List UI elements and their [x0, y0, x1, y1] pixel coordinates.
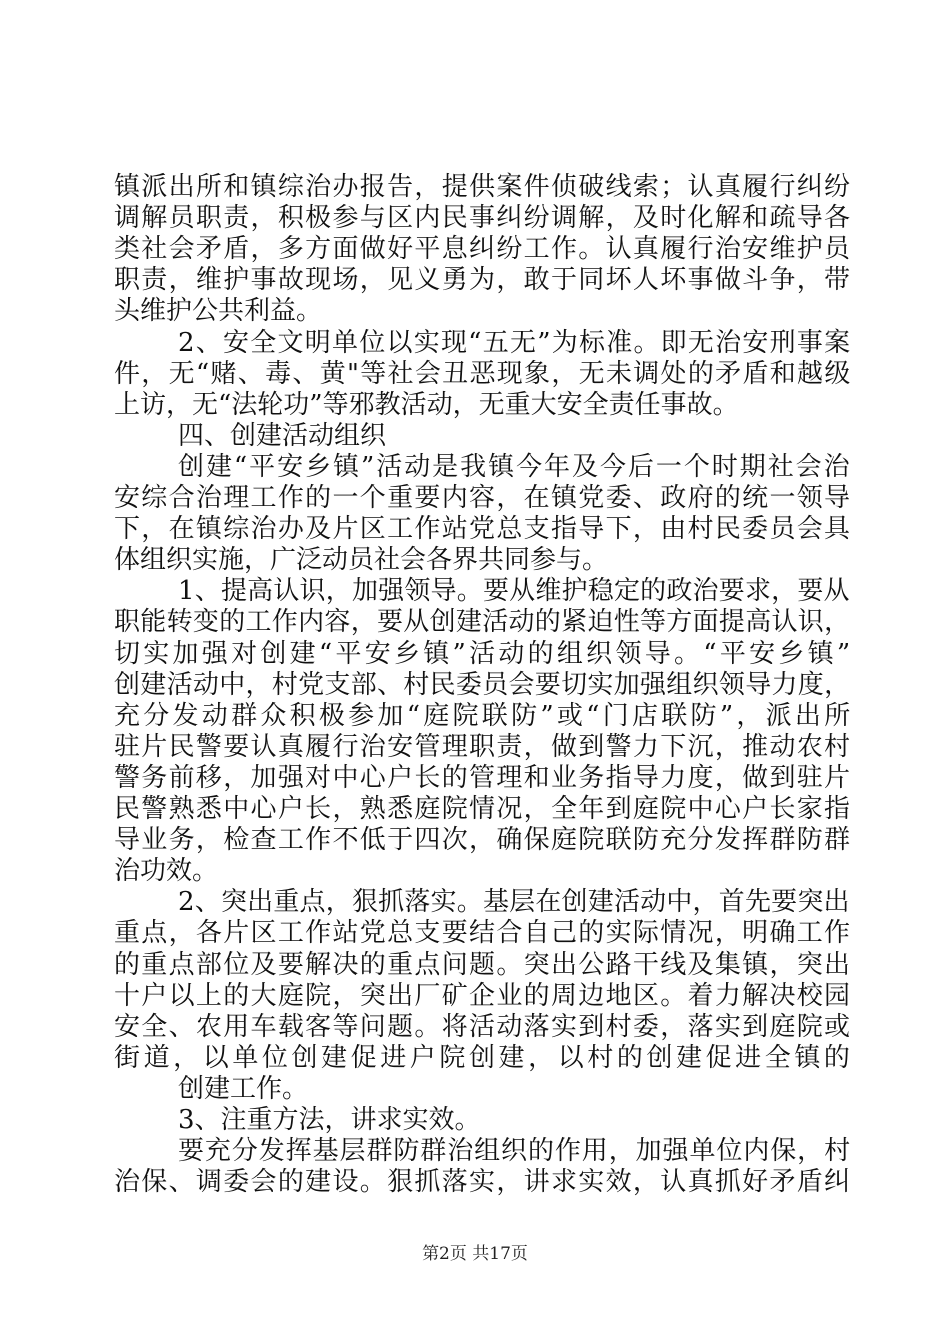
text-line: 调解员职责，积极参与区内民事纠纷调解，及时化解和疏导各	[114, 203, 852, 234]
text-line: 民警熟悉中心户长，熟悉庭院情况，全年到庭院中心户长家指	[114, 794, 852, 824]
text-line: 街道，以单位创建促进户院创建，以村的创建促进全镇的	[114, 1042, 854, 1073]
text-line: 头维护公共利益。	[114, 296, 323, 327]
text-line: 创建“平安乡镇”活动是我镇今年及今后一个时期社会治	[178, 451, 852, 482]
text-line: 2、安全文明单位以实现“五无”为标准。即无治安刑事案	[178, 327, 852, 358]
text-line: 镇派出所和镇综治办报告，提供案件侦破线索；认真履行纠纷	[114, 172, 852, 202]
text-line: 安全、农用车载客等问题。将活动落实到村委，落实到庭院或	[114, 1011, 852, 1042]
text-line: 件，无“赌、毒、黄"等社会丑恶现象，无未调处的矛盾和越级	[114, 358, 852, 389]
text-line: 治功效。	[114, 856, 219, 887]
section-heading: 四、创建活动组织	[178, 420, 387, 451]
text-line: 创建活动中，村党支部、村民委员会要切实加强组织领导力度，	[114, 669, 851, 700]
text-line: 职能转变的工作内容，要从创建活动的紧迫性等方面提高认识，	[114, 607, 851, 638]
text-line: 创建工作。	[178, 1073, 309, 1104]
text-line: 1、提高认识，加强领导。要从维护稳定的政治要求，要从	[178, 576, 850, 607]
text-line: 导业务，检查工作不低于四次，确保庭院联防充分发挥群防群	[114, 825, 852, 856]
text-line: 重点，各片区工作站党总支要结合自己的实际情况，明确工作	[114, 918, 852, 949]
text-line: 安综合治理工作的一个重要内容，在镇党委、政府的统一领导	[114, 483, 852, 513]
text-line: 2、突出重点，狠抓落实。基层在创建活动中，首先要突出	[178, 887, 850, 918]
text-line: 3、注重方法，讲求实效。	[178, 1105, 481, 1135]
text-line: 职责，维护事故现场，见义勇为，敢于同坏人坏事做斗争，带	[114, 265, 852, 296]
text-line: 十户以上的大庭院，突出厂矿企业的周边地区。着力解决校园	[114, 980, 852, 1011]
text-line: 驻片民警要认真履行治安管理职责，做到警力下沉，推动农村	[114, 731, 852, 762]
text-line: 下，在镇综治办及片区工作站党总支指导下，由村民委员会具	[114, 514, 852, 545]
text-line: 类社会矛盾，多方面做好平息纠纷工作。认真履行治安维护员	[114, 234, 852, 265]
text-line: 治保、调委会的建设。狠抓落实，讲求实效，认真抓好矛盾纠	[114, 1167, 852, 1198]
text-line: 的重点部位及要解决的重点问题。突出公路干线及集镇，突出	[114, 949, 852, 980]
text-line: 切实加强对创建“平安乡镇”活动的组织领导。“平安乡镇”	[114, 638, 854, 669]
text-line: 警务前移，加强对中心户长的管理和业务指导力度，做到驻片	[114, 762, 852, 793]
page-footer: 第2页 共17页	[422, 1244, 528, 1264]
text-line: 上访，无“法轮功”等邪教活动，无重大安全责任事故。	[114, 389, 739, 420]
text-line: 体组织实施，广泛动员社会各界共同参与。	[114, 545, 609, 576]
text-line: 要充分发挥基层群防群治组织的作用，加强单位内保，村	[178, 1136, 852, 1167]
text-line: 充分发动群众积极参加“庭院联防”或“门店联防”，派出所	[114, 700, 854, 731]
